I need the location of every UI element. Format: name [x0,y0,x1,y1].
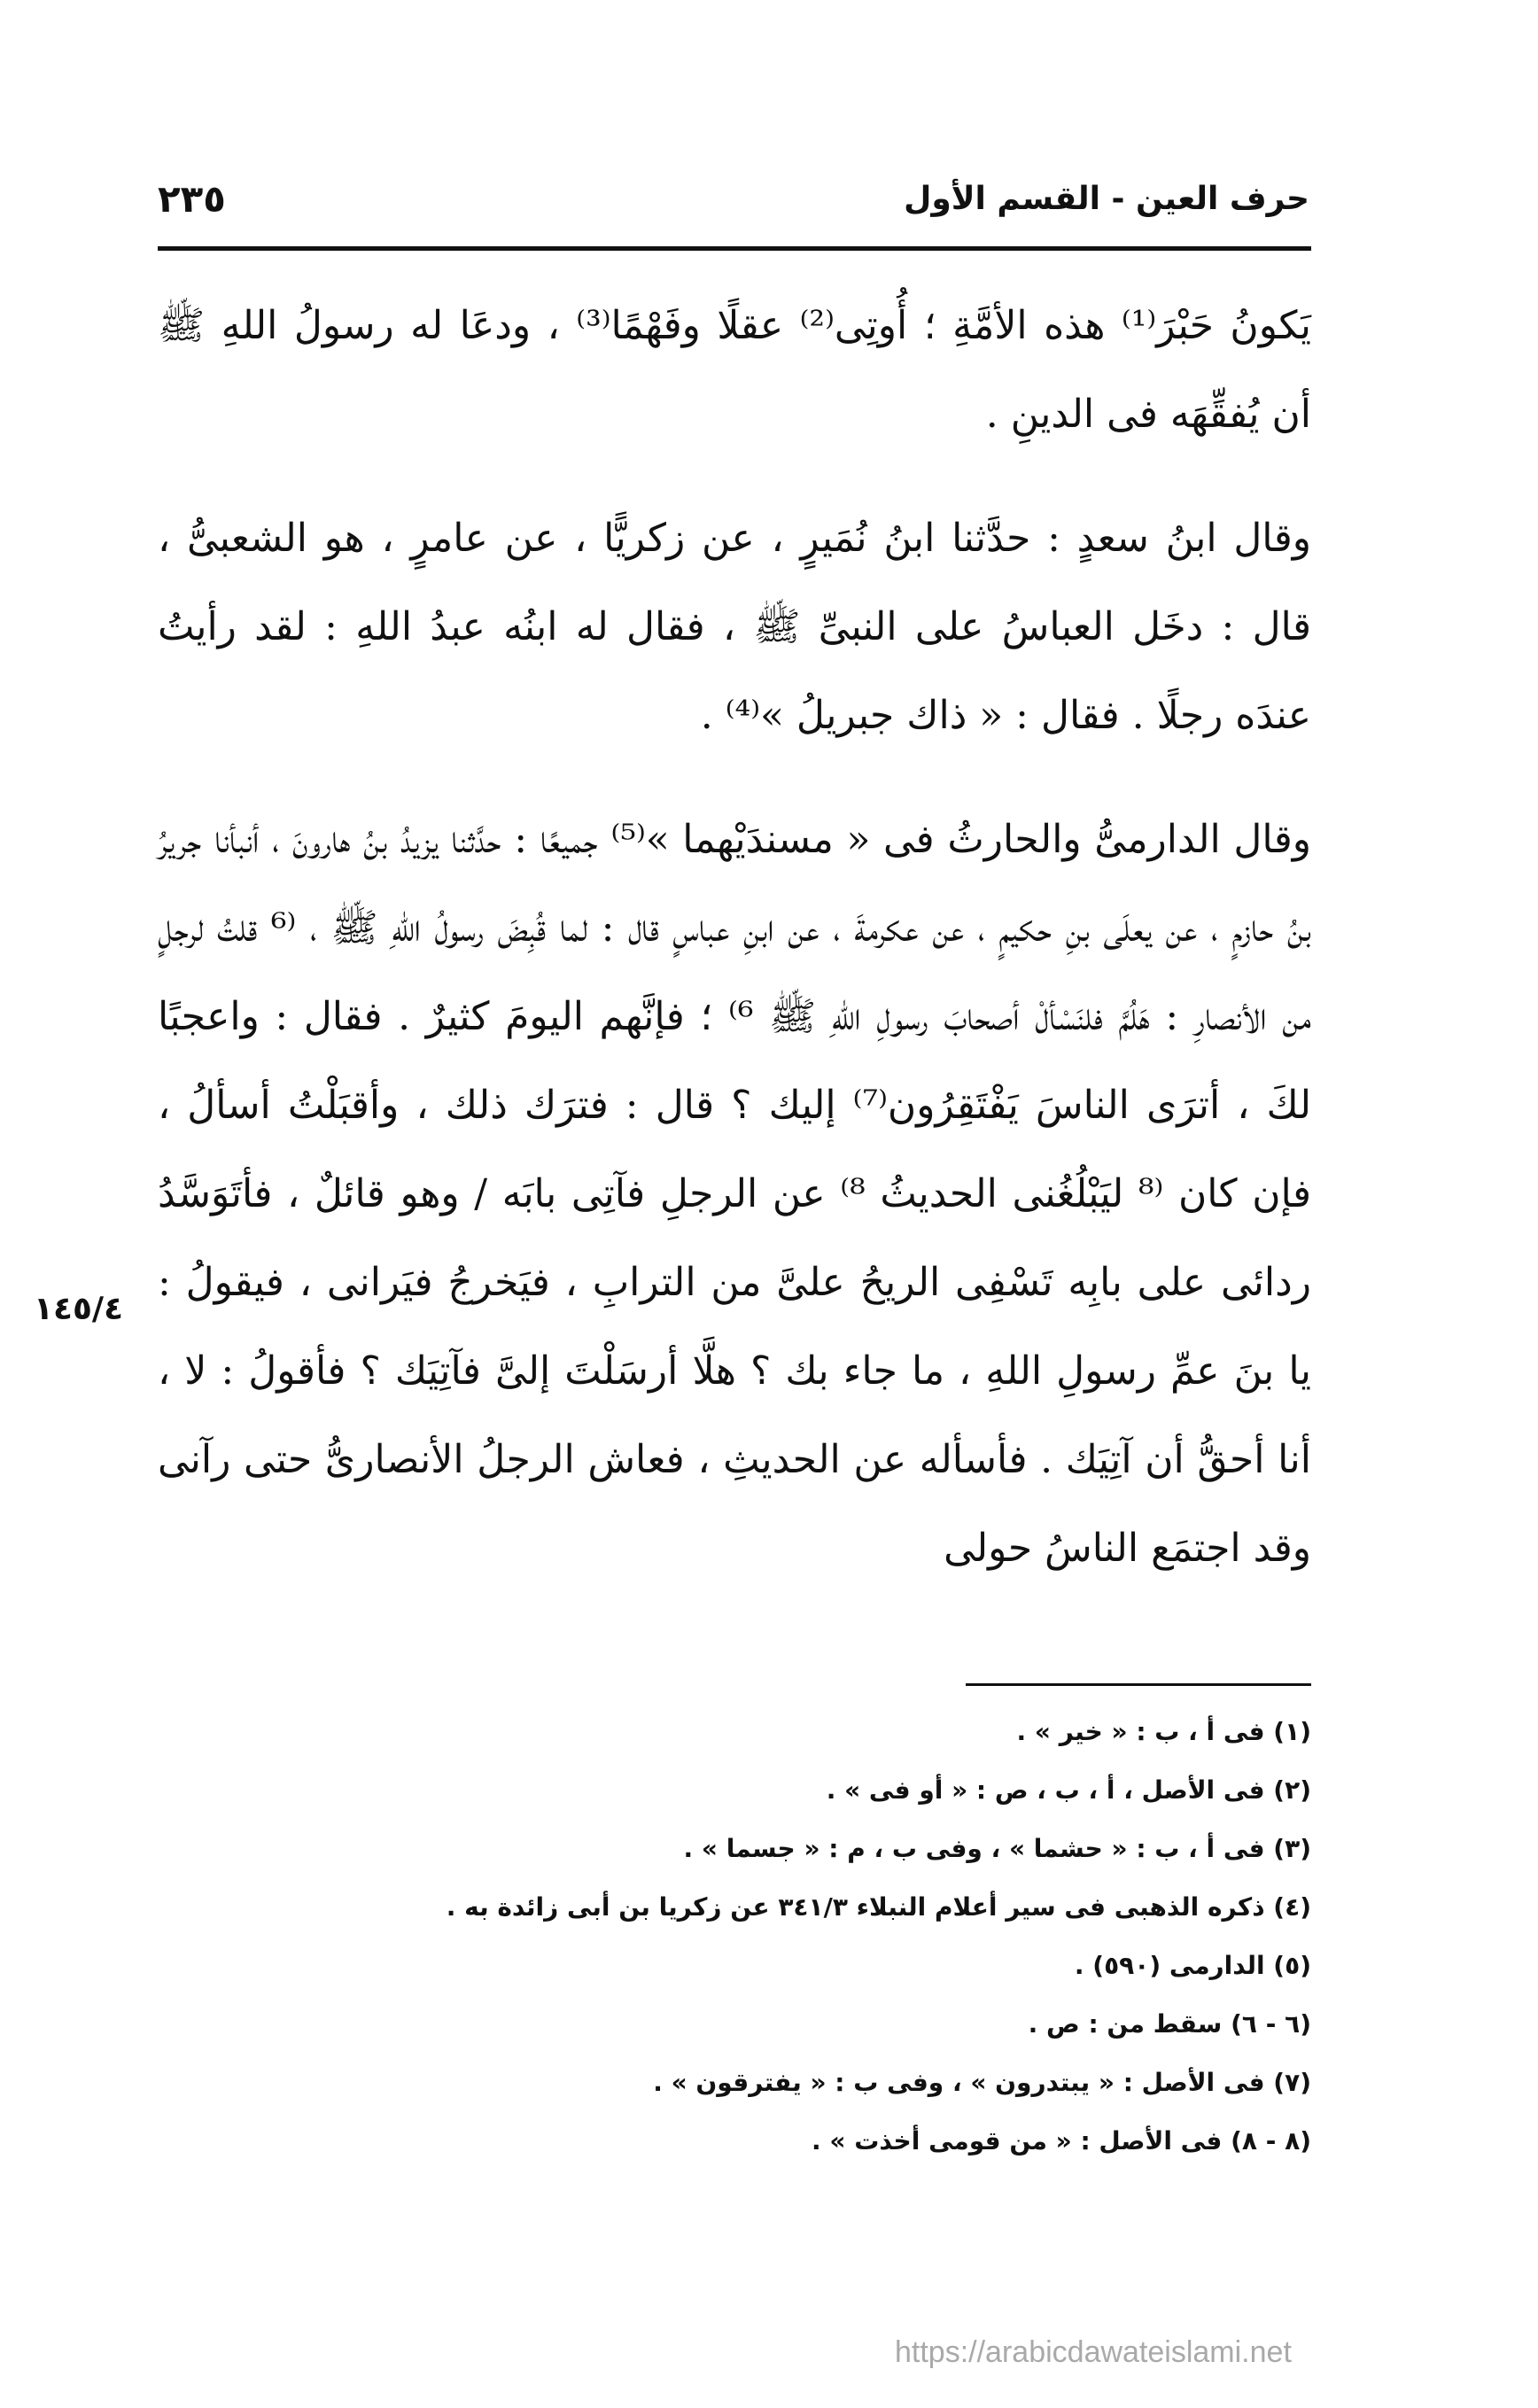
paragraph-1: يَكونُ حَبْرَ⁽¹⁾ هذه الأمَّةِ ؛ أُوتِى⁽²⁾ عقلًا وفَهْمًا⁽³⁾ ، ودعَا له رسولُ اللهِ ﷺ أن يُفقِّهَه فى الدينِ . [158,303,1312,437]
paragraph-3: وقال الدارمىُّ والحارثُ فى « مسندَيْهما »⁽⁵⁾ جميعًا : حدَّثنا يزيدُ بنُ هارونَ ، أنبأنا جريرُ بنُ حازمٍ ، عن يعلَى بنِ حكيمٍ ، عن عكرمةَ ، عن ابنِ عباسٍ قال : لما قُبِضَ رسولُ اللهِ ﷺ ، ⁽⁶ قلتُ لرجلٍ من الأنصارِ : هَلُمَّ فلنَسْألْ أصحابَ رسولِ اللهِ ﷺ ⁶⁾ ؛ فإنَّهم اليومَ كثيرٌ . فقال : واعجبًا لكَ ، أترَى الناسَ يَفْتَقِرُون⁽⁷⁾ إليك ؟ قال : فترَك ذلك ، وأقبَلْتُ أسألُ ، فإن كان ⁽⁸ ليَبْلُغُنى الحديثُ ⁸⁾ عن الرجلِ فآتِى بابَه / وهو قائلٌ ، فأتَوَسَّدُ ردائى على بابِه تَسْفِى الريحُ علىَّ من الترابِ ، فيَخرجُ فيَرانى ، فيقولُ : يا بنَ عمِّ رسولِ اللهِ ، ما جاء بك ؟ هلَّا أرسَلْتَ إلىَّ فآتِيَك ؟ فأقولُ : لا ، أنا أحقُّ أن آتِيَك . فأسأله عن الحديثِ ، فعاش الرجلُ الأنصارىُّ حتى رآنى وقد اجتمَع الناسُ حولى [158,817,1312,1571]
header-rule [158,246,1311,251]
paragraph-2: وقال ابنُ سعدٍ : حدَّثنا ابنُ نُمَيرٍ ، عن زكريًّا ، عن عامرٍ ، هو الشعبىُّ ، قال : دخَل العباسُ على النبىِّ ﷺ ، فقال له ابنُه عبدُ اللهِ : لقد رأيتُ عندَه رجلًا . فقال : « ذاك جبريلُ »⁽⁴⁾ . [158,516,1311,738]
footnote-1: (١) فى أ ، ب : « خير » . [1016,1717,1311,1746]
footnote-7: (٧) فى الأصل : « يبتدرون » ، وفى ب : « يفترقون » . [653,2068,1311,2097]
margin-volume-page-reference: ١٤٥/٤ [34,1291,124,1327]
footnote-3: (٣) فى أ ، ب : « حشما » ، وفى ب ، م : « جسما » . [683,1834,1311,1863]
footnote-2: (٢) فى الأصل ، أ ، ب ، ص : « أو فى » . [826,1775,1311,1805]
running-title: حرف العين - القسم الأول [904,181,1309,217]
footnote-6: (٦ - ٦) سقط من : ص . [1028,2009,1311,2039]
main-text [158,282,1311,1602]
page-header [158,173,1309,235]
footnote-4: (٤) ذكره الذهبى فى سير أعلام النبلاء ٣٤١/٣ عن زكريا بن أبى زائدة به . [446,1892,1311,1922]
watermark-url: https://arabicdawateislami.net [895,2335,1292,2369]
footnote-5: (٥) الدارمى (٥٩٠) . [1074,1951,1311,1980]
footnote-rule [966,1683,1311,1686]
page-number: ٢٣٥ [158,177,226,221]
footnotes [195,1703,1311,2171]
footnote-8: (٨ - ٨) فى الأصل : « من قومى أخذت » . [812,2126,1311,2156]
